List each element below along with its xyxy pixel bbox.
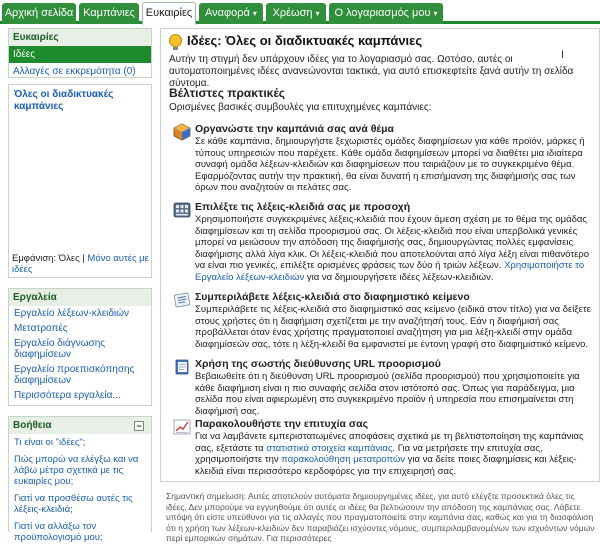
document-icon xyxy=(173,291,191,309)
tab-home[interactable] xyxy=(2,3,76,24)
page-title-text: Ιδέες: Όλες οι διαδικτυακές καμπάνιες xyxy=(187,33,423,48)
conversion-tracking-link[interactable]: παρακολούθηση μετατροπών xyxy=(281,454,405,465)
help-header-label: Βοήθεια xyxy=(13,420,52,431)
tip-text xyxy=(195,431,597,477)
cube-icon xyxy=(173,123,191,141)
keyboard-icon xyxy=(173,201,191,219)
chevron-down-icon: ▾ xyxy=(315,9,320,18)
disclaimer-note: Σημαντική σημείωση: Αυτές αποτελούν αυτόματα δημιουργημένες ιδέες, για αυτό ελέγξτε προσεκτικά όλες τις ιδέες. Δεν μπορούμε να εγγυηθούμε ότι αυτές οι ιδέες θα βελτιώσουν την απόδοση της καμπάνιας σας. Λάβετε υπόψη ότι είστε υπεύθυνοι για τις αλλαγές που πραγματοποιείτε στην καμπάνια σας, καθώς και για τη διασφάλιση ότι η χρήση των λέξεων-κλειδιών δεν παραβιάζει ισχύοντες νόμους, συμπεριλαμβανομένων των ισχυόντων νόμων περί εμπορικών σημάτων. Για περισσότερες xyxy=(166,491,595,543)
help-link-what-are-ideas[interactable]: Τι είναι οι "ιδέες"; xyxy=(14,437,86,448)
main-content xyxy=(160,28,600,482)
sidebar-item-ad-diagnostic-tool[interactable]: Εργαλείο διάγνωσης διαφημίσεων xyxy=(14,338,106,360)
sidebar-item-ideas[interactable]: Ιδέες xyxy=(9,46,151,63)
tab-billing[interactable] xyxy=(266,3,326,24)
tools-panel xyxy=(8,288,152,406)
campaign-stats-link[interactable]: στατιστικά στοιχεία καμπάνιας xyxy=(266,442,393,454)
show-filter-with-ideas-link[interactable]: Μόνο αυτές με ιδέες xyxy=(12,253,149,275)
tab-label: Χρέωση xyxy=(272,7,313,19)
tip-text xyxy=(195,214,597,283)
tip-title: Επιλέξτε τις λέξεις-κλειδιά σας με προσοχή xyxy=(195,201,411,213)
opportunities-panel xyxy=(8,28,152,78)
tip-title: Συμπεριλάβετε λέξεις-κλειδιά στο διαφημιστικό κείμενο xyxy=(195,291,470,303)
tab-label: Αρχική σελίδα xyxy=(4,7,74,19)
tip-text: Βεβαιωθείτε ότι η διεύθυνση URL προορισμού (σελίδα προορισμού) που χρησιμοποιείτε για κάθε διαφήμιση είναι η πιο συναφής σελίδα στον ιστότοπό σας. Όπως για παράδειγμα, μια σελίδα που είναι αφιερωμένη στο συγκεκριμένο προϊόν ή υπηρεσία που επισημαίνεται στη διαφήμισή σας. xyxy=(195,371,580,417)
sidebar-item-ad-preview-tool[interactable]: Εργαλείο προεπισκόπησης διαφημίσεων xyxy=(14,364,135,386)
tip-title: Οργανώστε την καμπάνιά σας ανά θέμα xyxy=(195,123,394,135)
tab-label: Ευκαιρίες xyxy=(145,7,193,19)
tab-reporting[interactable] xyxy=(199,3,263,24)
show-filter xyxy=(12,253,150,275)
best-practices-title: Βέλτιστες πρακτικές xyxy=(169,86,285,100)
tip-title: Χρήση της σωστής διεύθυνσης URL προορισμού xyxy=(195,358,441,370)
opportunities-header: Ευκαιρίες xyxy=(9,29,151,46)
tab-label: Ο λογαριασμός μου xyxy=(334,7,431,19)
page-title xyxy=(169,33,422,48)
help-link-review-opportunities[interactable]: Πώς μπορώ να ελέγξω και να λάβω μέτρα σχετικά με τις ευκαιρίες μου; xyxy=(14,454,139,487)
tip-text-tail: για να δείτε ποιες διαφημίσεις και λέξεις-κλειδιά είναι περισσότερο κερδοφόρες για την επιχειρησή σας. xyxy=(195,454,577,477)
tab-campaigns[interactable] xyxy=(79,3,139,24)
best-practices-subtitle: Ορισμένες βασικές συμβουλές για επιτυχημένες καμπάνιες: xyxy=(169,102,432,113)
top-navigation xyxy=(0,0,600,24)
chevron-down-icon: ▾ xyxy=(433,9,438,18)
tip-text-body: Χρησιμοποιήστε συγκεκριμένες λέξεις-κλειδιά που έχουν άμεση σχέση με το θέμα της ομάδας διαφημίσεων και τη σελίδα προορισμού σας. Οι λέξεις-κλειδιά που είναι υπερβολικά γενικές μπορεί να μειώσουν την απόδοση της διαφήμισής σας, δημιουργώντας πολλές εμφανίσεις διαφήμισης αλλά λίγα κλικ. Οι λέξεις-κλειδιά που αποτελούνται από λίγα λέξη είναι πιθανότερο να είναι πιο γενικές, επιλέξτε ορισμένες φράσεις των δύο ή τριών λέξεων. xyxy=(195,214,589,271)
help-link-change-budget[interactable]: Γιατί να αλλάξω τον προϋπολογισμό μου; xyxy=(14,521,103,543)
tip-title: Παρακολουθήστε την επιτυχία σας xyxy=(195,418,369,430)
chevron-down-icon: ▾ xyxy=(252,9,257,18)
text-cursor-icon: I xyxy=(561,49,565,61)
sidebar-item-pending-changes[interactable]: Αλλαγές σε εκκρεμότητα (0) xyxy=(13,66,136,77)
sidebar-item-more-tools[interactable]: Περισσότερα εργαλεία... xyxy=(14,390,121,401)
help-link-add-keywords[interactable]: Γιατί να προσθέσω αυτές τις λέξεις-κλειδιά; xyxy=(14,493,133,515)
help-header xyxy=(9,417,151,434)
campaigns-panel xyxy=(8,84,152,278)
sidebar-item-conversions[interactable]: Μετατροπές xyxy=(14,323,68,334)
tip-text: Σε κάθε καμπάνια, δημιουργήστε ξεχωριστές ομάδες διαφημίσεων για κάθε προϊόν, μάρκες ή τύπους υπηρεσιών που παρέχετε. Κάθε ομάδα διαφημίσεων μπορεί να διαθέτει μια ιδιαίτερα συναφή ομάδα λέξεων-κλειδιών και διαφημίσεων που ταιριάζουν με το συγκεκριμένο θέμα. Εφαρμόζοντας αυτήν την πρακτική, θα είναι δυνατή η επισήμανση της διαφήμισής σας των όρων που αναζητούν οι πελάτες σας. xyxy=(195,136,585,193)
intro-text: Αυτήν τη στιγμή δεν υπάρχουν ιδέες για το λογαριασμό σας. Ωστόσο, αυτές οι αυτοματοποιημένες ιδέες ανανεώνονται τακτικά, για αυτό επισκεφτείτε ξανά αυτήν τη σελίδα σύντομα. xyxy=(169,54,574,89)
show-filter-label: Εμφάνιση: Όλες | xyxy=(12,253,85,264)
tip-text-middle: . Για να μετρήσετε την επιτυχία σας, χρησιμοποιήστε την xyxy=(195,442,543,465)
tip-text-body: Για να λαμβάνετε εμπεριστατωμένες αποφάσεις σχετικά με τη βελτιστοποίηση της καμπάνιας σας, εξετάστε τα xyxy=(195,431,584,454)
collapse-icon[interactable]: − xyxy=(134,421,144,431)
help-panel xyxy=(8,416,152,543)
keyword-tool-link[interactable]: Χρησιμοποιήστε το Εργαλείο λέξεων-κλειδιών xyxy=(195,260,585,283)
tab-my-account[interactable] xyxy=(329,3,443,24)
tab-label: Αναφορά xyxy=(205,7,250,19)
sidebar-item-keyword-tool[interactable]: Εργαλείο λέξεων-κλειδιών xyxy=(14,308,129,319)
all-campaigns-link[interactable]: Όλες οι διαδικτυακές καμπάνιες xyxy=(14,89,114,112)
tip-text: Συμπεριλάβετε τις λέξεις-κλειδιά στο διαφημιστικό σας κείμενο (ειδικά στον τίτλο) για να δείξετε στους χρήστες ότι η διαφήμιση σχετίζεται με την αναζήτησή τους. Εάν η διαφήμισή σας προβάλλεται όταν ένας χρήστης πραγματοποιεί αναζήτηση για μια λέξη-κλειδί στην ομάδα διαφημίσεών σας, τότε η λέξη-κλειδί θα εμφανιστεί με έντονη γραφή στο διαφημιστικό κείμενο. xyxy=(195,304,591,350)
tab-label: Καμπάνιες xyxy=(83,7,135,19)
tools-header: Εργαλεία xyxy=(9,289,151,306)
book-icon xyxy=(173,358,191,376)
tip-text-tail: για να δημιουργήσετε ιδέες λέξεων-κλειδιών. xyxy=(304,271,494,283)
line-chart-icon xyxy=(173,418,191,436)
tab-opportunities[interactable] xyxy=(142,2,196,25)
lightbulb-icon xyxy=(169,34,182,47)
